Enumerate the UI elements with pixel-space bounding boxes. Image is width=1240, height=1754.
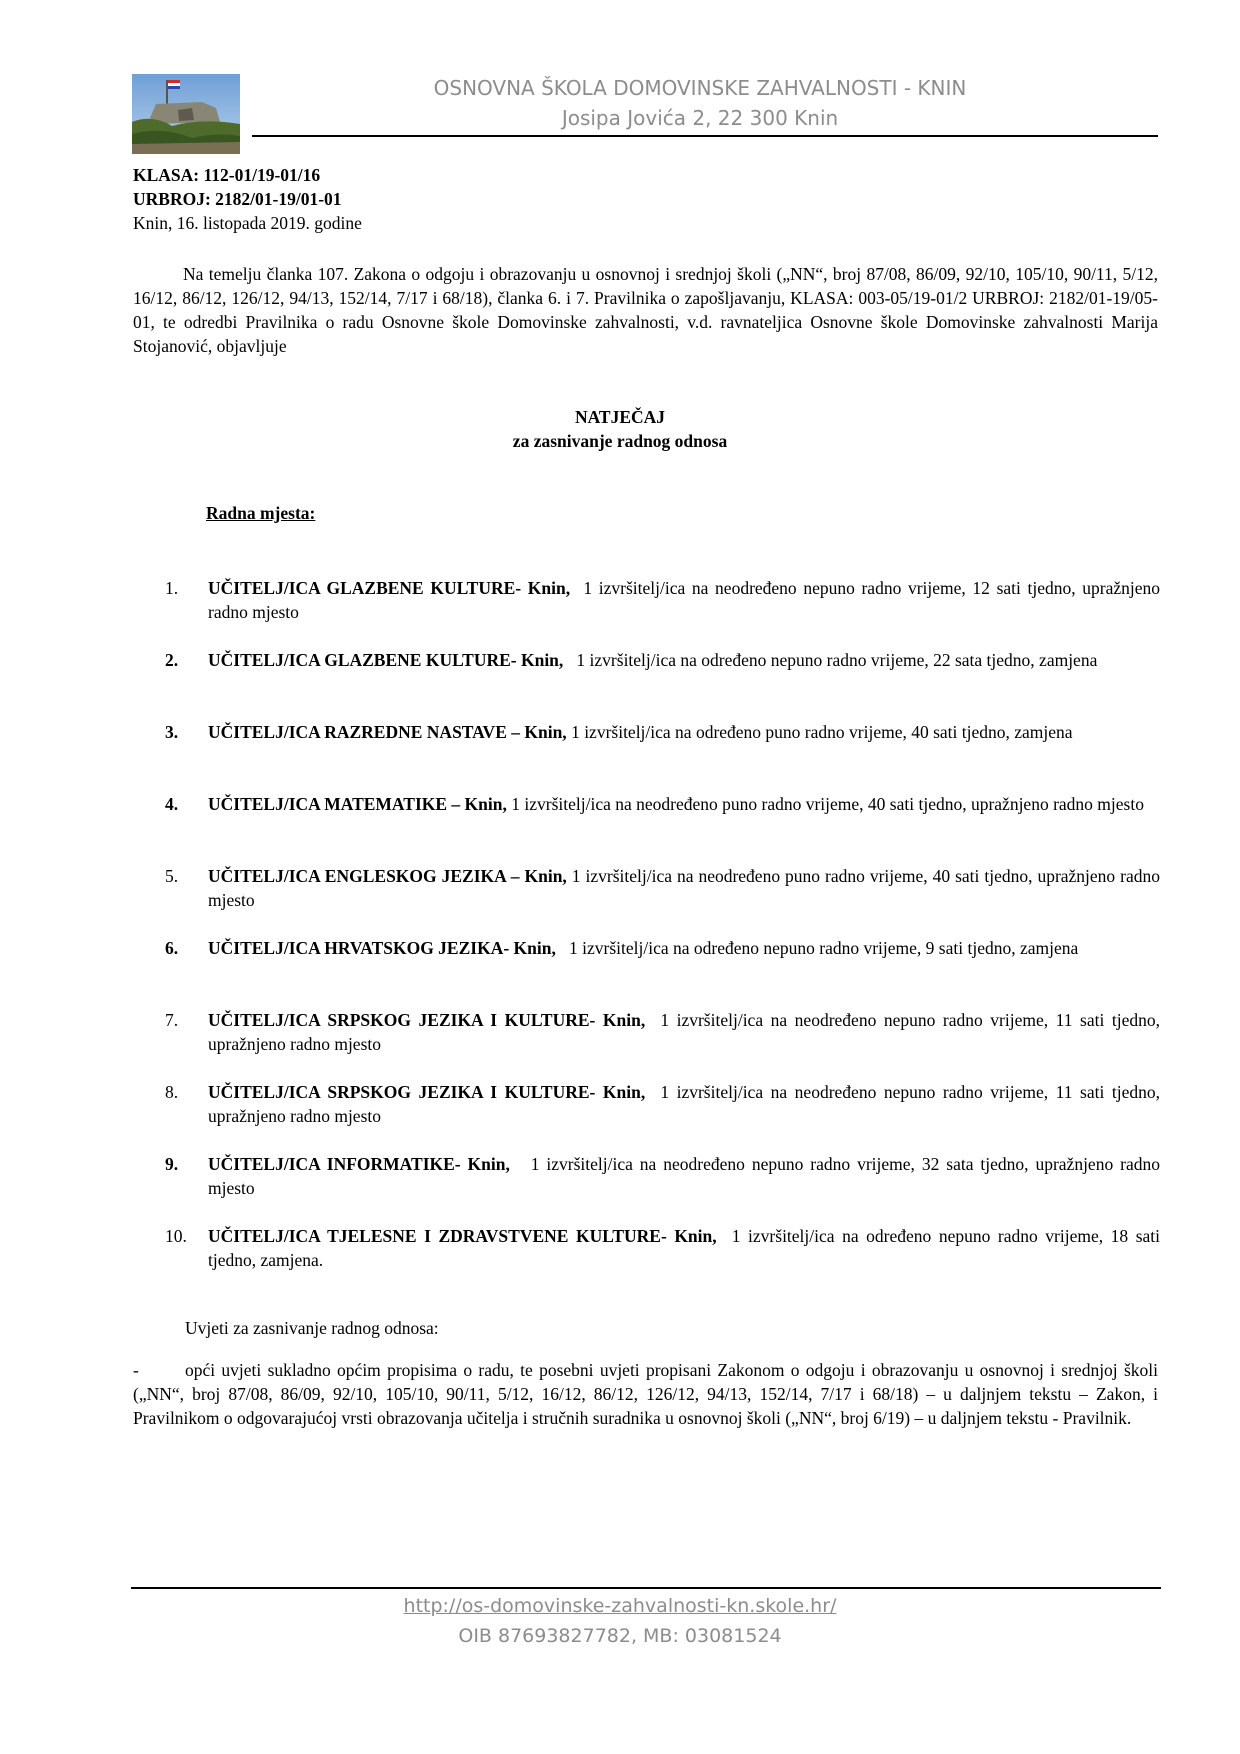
- school-logo-photo: [132, 74, 240, 154]
- job-item: [165, 792, 1160, 816]
- intro-text: Na temelju članka 107. Zakona o odgoju i obrazovanju u osnovnoj i srednjoj školi („NN“, broj 87/08, 86/09, 92/10, 105/10, 90/11, 5/12, 16/12, 86/12, 126/12, 94/13, 152/14, 7/17 i 68/18), članka 6. i 7. Pravilnika o zapošljavanju, KLASA: 003-05/19-01/2 URBROJ: 2182/01-19/05-01, te odredbi Pravilnika o radu Osnovne škole Domovinske zahvalnosti, v.d. ravnateljica Osnovne škole Domovinske zahvalnosti Marija Stojanović, objavljuje: [133, 264, 1158, 356]
- positions-heading: Radna mjesta:: [206, 503, 316, 523]
- job-details: 1 izvršitelj/ica na određeno nepuno radno vrijeme, 18 sati tjedno, zamjena.: [208, 1226, 1161, 1270]
- job-details: 1 izvršitelj/ica na određeno nepuno radno vrijeme, 22 sata tjedno, zamjena: [576, 650, 1098, 670]
- school-name: OSNOVNA ŠKOLA DOMOVINSKE ZAHVALNOSTI - KNIN: [433, 76, 967, 100]
- job-details: 1 izvršitelj/ica na određeno nepuno radno vrijeme, 9 sati tjedno, zamjena: [568, 938, 1079, 958]
- job-number: 9.: [165, 1154, 179, 1174]
- job-details: 1 izvršitelj/ica na određeno puno radno vrijeme, 40 sati tjedno, zamjena: [571, 722, 1073, 742]
- job-item: [165, 864, 1160, 912]
- job-details: 1 izvršitelj/ica na neodređeno nepuno radno vrijeme, 11 sati tjedno, upražnjeno radno mjesto: [208, 1010, 1160, 1054]
- job-item: [165, 720, 1160, 744]
- job-number: 1.: [165, 578, 179, 598]
- school-address: Josipa Jovića 2, 22 300 Knin: [561, 106, 839, 130]
- job-number: 4.: [165, 794, 179, 814]
- job-item: [165, 1008, 1160, 1056]
- conditions-paragraph: [133, 1358, 1158, 1430]
- job-number: 2.: [165, 650, 179, 670]
- job-details: 1 izvršitelj/ica na neodređeno nepuno radno vrijeme, 32 sata tjedno, upražnjeno radno mjesto: [208, 1154, 1160, 1198]
- klasa-number: KLASA: 112-01/19-01/16: [133, 165, 321, 185]
- job-title: UČITELJ/ICA GLAZBENE KULTURE- Knin,: [208, 578, 571, 598]
- job-item: [165, 936, 1160, 960]
- header-divider: [252, 135, 1158, 137]
- job-number: 7.: [165, 1010, 179, 1030]
- job-title: UČITELJ/ICA MATEMATIKE – Knin,: [208, 794, 507, 814]
- document-date: Knin, 16. listopada 2019. godine: [133, 213, 362, 233]
- job-item: [165, 1152, 1160, 1200]
- school-website-link[interactable]: http://os-domovinske-zahvalnosti-kn.skole.hr/: [403, 1595, 837, 1617]
- job-title: UČITELJ/ICA HRVATSKOG JEZIKA- Knin,: [208, 938, 556, 958]
- intro-paragraph: [133, 262, 1158, 358]
- footer-divider: [131, 1587, 1161, 1589]
- job-item: [165, 648, 1160, 672]
- job-title: UČITELJ/ICA ENGLESKOG JEZIKA – Knin,: [208, 866, 567, 886]
- urbroj-number: URBROJ: 2182/01-19/01-01: [133, 189, 342, 209]
- job-title: UČITELJ/ICA SRPSKOG JEZIKA I KULTURE- Knin,: [208, 1082, 646, 1102]
- job-item: [165, 1224, 1160, 1272]
- conditions-text: opći uvjeti sukladno općim propisima o radu, te posebni uvjeti propisani Zakonom o odgoju i obrazovanju u osnovnoj i srednjoj školi („NN“, broj 87/08, 86/09, 92/10, 105/10, 90/11, 5/12, 16/12, 86/12, 126/12, 94/13, 152/14, 7/17 i 68/18) – u daljnjem tekstu – Zakon, i Pravilnikom o odgovarajućoj vrsti obrazovanja učitelja i stručnih suradnika u osnovnoj školi („NN“, broj 6/19) – u daljnjem tekstu - Pravilnik.: [133, 1360, 1158, 1428]
- job-title: UČITELJ/ICA GLAZBENE KULTURE- Knin,: [208, 650, 564, 670]
- job-number: 3.: [165, 722, 179, 742]
- job-title: UČITELJ/ICA RAZREDNE NASTAVE – Knin,: [208, 722, 567, 742]
- job-number: 5.: [165, 866, 179, 886]
- job-item: [165, 1080, 1160, 1128]
- job-number: 6.: [165, 938, 179, 958]
- footer-website: [0, 1595, 1240, 1617]
- job-title: UČITELJ/ICA SRPSKOG JEZIKA I KULTURE- Knin,: [208, 1010, 646, 1030]
- notice-title: NATJEČAJ: [574, 407, 666, 427]
- job-details: 1 izvršitelj/ica na neodređeno nepuno radno vrijeme, 11 sati tjedno, upražnjeno radno mjesto: [208, 1082, 1160, 1126]
- job-details: 1 izvršitelj/ica na neodređeno puno radno vrijeme, 40 sati tjedno, upražnjeno radno mjesto: [511, 794, 1144, 814]
- job-number: 8.: [165, 1082, 179, 1102]
- job-details: 1 izvršitelj/ica na neodređeno puno radno vrijeme, 40 sati tjedno, upražnjeno radno mjesto: [208, 866, 1160, 910]
- job-item: [165, 576, 1160, 624]
- footer-registration-ids: OIB 87693827782, MB: 03081524: [458, 1625, 782, 1647]
- job-number: 10.: [165, 1226, 187, 1246]
- job-title: UČITELJ/ICA INFORMATIKE- Knin,: [208, 1154, 510, 1174]
- job-details: 1 izvršitelj/ica na neodređeno nepuno radno vrijeme, 12 sati tjedno, upražnjeno radno mjesto: [208, 578, 1161, 622]
- notice-subtitle: za zasnivanje radnog odnosa: [512, 431, 728, 451]
- job-title: UČITELJ/ICA TJELESNE I ZDRAVSTVENE KULTURE- Knin,: [208, 1226, 717, 1246]
- conditions-heading: Uvjeti za zasnivanje radnog odnosa:: [185, 1318, 439, 1338]
- bullet-dash: -: [133, 1360, 139, 1380]
